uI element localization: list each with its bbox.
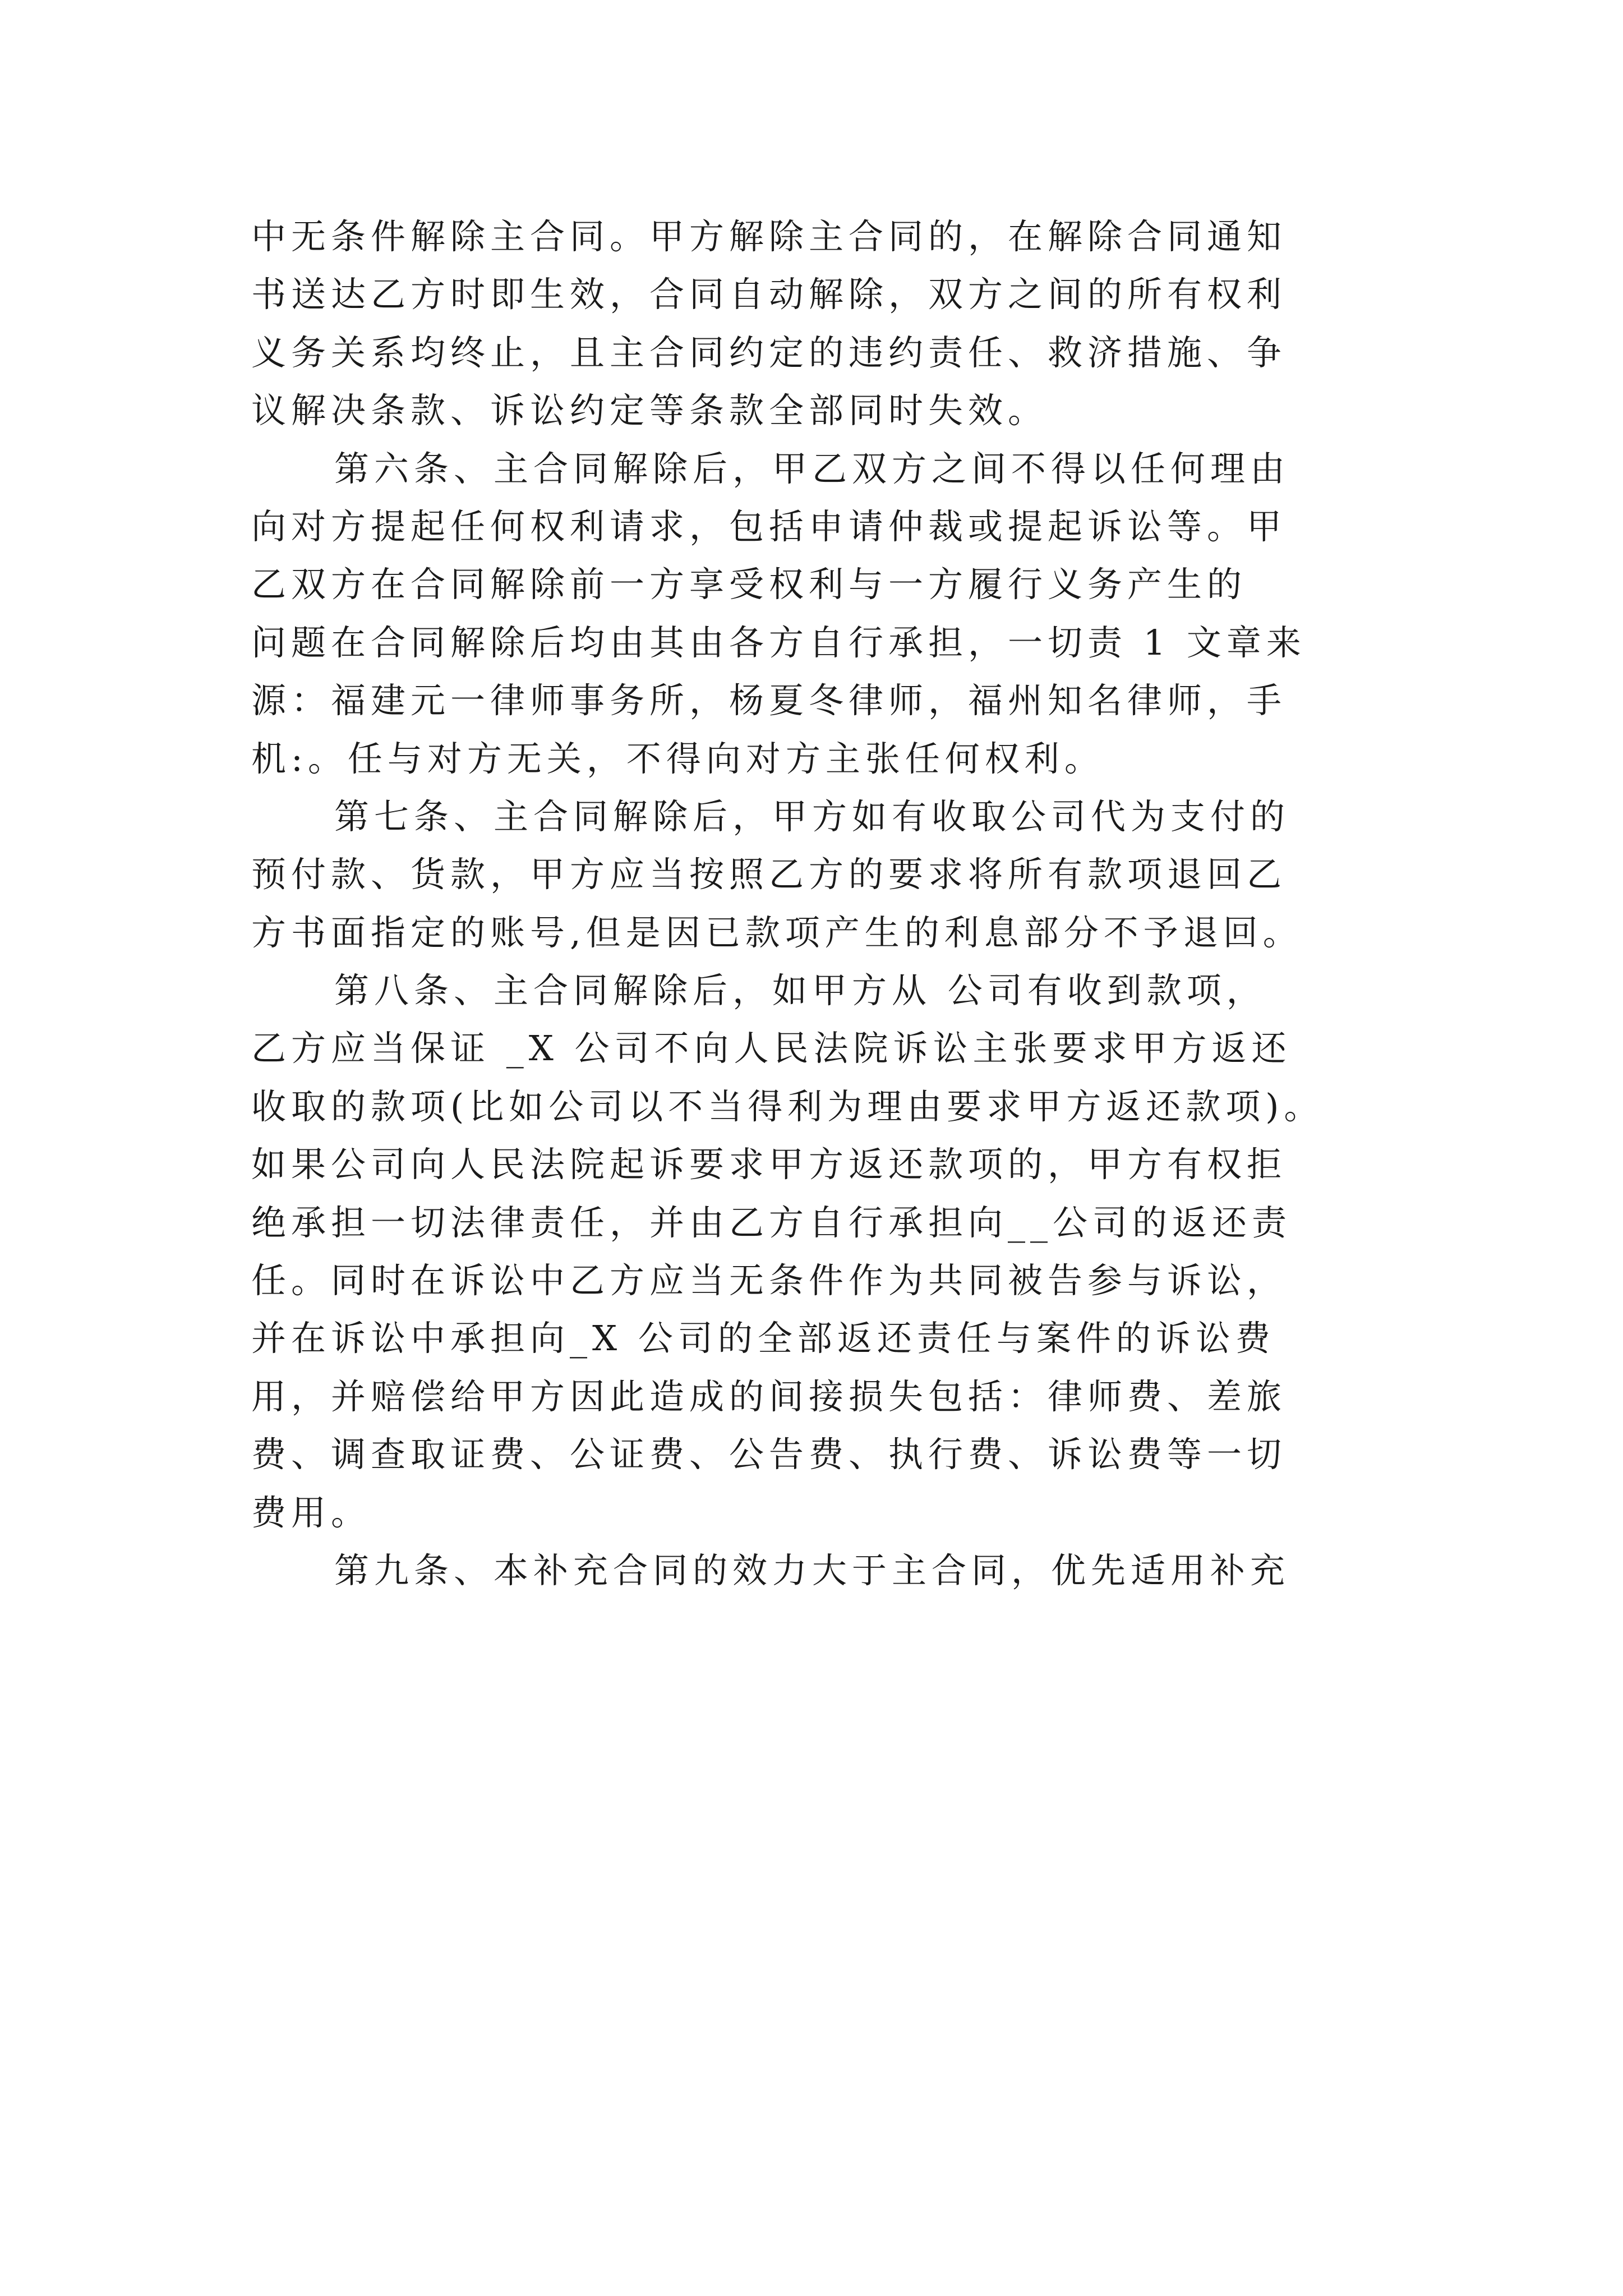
- text-line-6: 向对方提起任何权利请求，包括申请仲裁或提起诉讼等。甲: [251, 505, 1287, 547]
- text-line-8: 问题在合同解除后均由其由各方自行承担，一切责 1 文章来: [251, 622, 1306, 663]
- article-8-heading-line: 第八条、主合同解除后，如甲方从 公司有收到款项，: [334, 970, 1266, 1011]
- article-6-heading-line: 第六条、主合同解除后，甲乙双方之间不得以任何理由: [334, 448, 1290, 489]
- text-line-17: 如果公司向人民法院起诉要求甲方返还款项的，甲方有权拒: [251, 1144, 1287, 1185]
- text-line-20: 并在诉讼中承担向_X 公司的全部返还责任与案件的诉讼费: [251, 1318, 1275, 1359]
- text-line-9: 源：福建元一律师事务所，杨夏冬律师，福州知名律师，手: [251, 680, 1287, 721]
- text-line-15: 乙方应当保证 _X 公司不向人民法院诉讼主张要求甲方返还: [251, 1028, 1292, 1069]
- text-line-21: 用，并赔偿给甲方因此造成的间接损失包括：律师费、差旅: [251, 1375, 1287, 1417]
- text-line-19: 任。同时在诉讼中乙方应当无条件作为共同被告参与诉讼，: [251, 1260, 1287, 1301]
- text-line-4: 议解决条款、诉讼约定等条款全部同时失效。: [251, 390, 1048, 431]
- contract-text-body: [251, 208, 1401, 1599]
- text-line-13: 方书面指定的账号,但是因已款项产生的利息部分不予退回。: [251, 912, 1303, 953]
- text-line-12: 预付款、货款，甲方应当按照乙方的要求将所有款项退回乙: [251, 854, 1287, 895]
- text-line-22: 费、调查取证费、公证费、公告费、执行费、诉讼费等一切: [251, 1434, 1287, 1475]
- text-line-2: 书送达乙方时即生效，合同自动解除，双方之间的所有权利: [251, 274, 1287, 315]
- text-line-7: 乙双方在合同解除前一方享受权利与一方履行义务产生的: [251, 564, 1247, 605]
- text-line-23: 费用。: [251, 1492, 371, 1533]
- text-line-16: 收取的款项(比如公司以不当得利为理由要求甲方返还款项)。: [251, 1085, 1324, 1127]
- article-7-heading-line: 第七条、主合同解除后，甲方如有收取公司代为支付的: [334, 795, 1290, 837]
- text-line-18: 绝承担一切法律责任，并由乙方自行承担向__公司的返还责: [251, 1202, 1292, 1243]
- text-line-3: 义务关系均终止，且主合同约定的违约责任、救济措施、争: [251, 332, 1287, 373]
- article-9-heading-line: 第九条、本补充合同的效力大于主合同，优先适用补充: [334, 1549, 1290, 1591]
- text-line-1: 中无条件解除主合同。甲方解除主合同的，在解除合同通知: [251, 216, 1287, 257]
- text-line-10: 机:。任与对方无关，不得向对方主张任何权利。: [251, 738, 1104, 779]
